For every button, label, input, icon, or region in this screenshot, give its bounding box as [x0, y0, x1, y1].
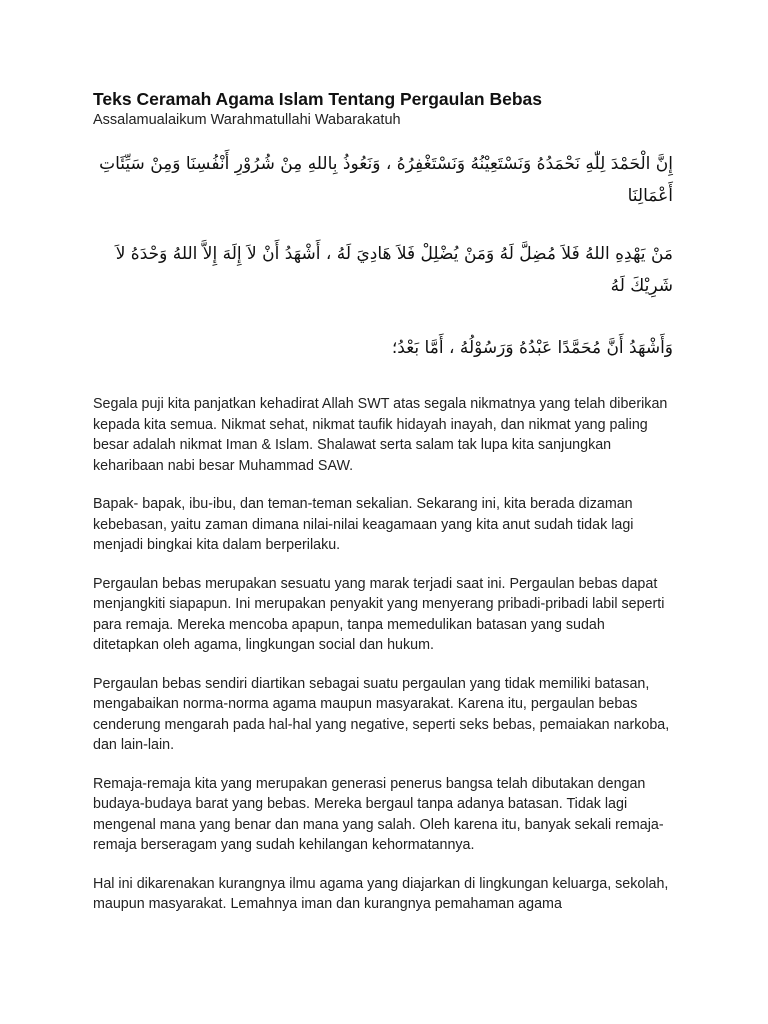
paragraph-youth: Remaja-remaja kita yang merupakan generasi penerus bangsa telah dibutakan dengan budaya-budaya barat yang bebas. Mereka bergaul tanpa adanya batasan. Tidak lagi mengenal mana yang benar dan mana yang salah. Oleh karena itu, banyak sekali remaja-remaja berseragam yang sudah kehilangan kehormatannya.: [93, 775, 664, 853]
paragraph-opening-praise: Segala puji kita panjatkan kehadirat Allah SWT atas segala nikmatnya yang telah diberikan kepada kita semua. Nikmat sehat, nikmat taufik hidayah inayah, dan nikmat yang paling besar adalah nikmat Iman & Islam. Shalawat serta salam tak lupa kita sanjungkan keharibaan nabi besar Muhammad SAW.: [93, 396, 668, 474]
arabic-guidance-shahada: مَنْ يَهْدِهِ اللهُ فَلاَ مُضِلَّ لَهُ وَمَنْ يُضْلِلْ فَلاَ هَادِيَ لَهُ ، أَشْهَدُ أَنْ لاَ إِلَهَ إِلاَّ اللهُ وَحْدَهُ لاَ شَرِيْكَ لَهُ: [115, 244, 673, 296]
document-title: Teks Ceramah Agama Islam Tentang Pergaulan Bebas: [93, 89, 543, 109]
arabic-shahada-amma-badu: وَأَشْهَدُ أَنَّ مُحَمَّدًا عَبْدُهُ وَرَسُوْلُهُ ، أَمَّا بَعْدُ؛: [391, 338, 673, 358]
paragraph-free-association: Pergaulan bebas merupakan sesuatu yang marak terjadi saat ini. Pergaulan bebas dapat menjangkiti siapapun. Ini merupakan penyakit yang menyerang pribadi-pribadi labil seperti para remaja. Mereka mencoba apapun, tanpa memedulikan batasan yang sudah ditetapkan oleh agama, lingkungan social dan hukum.: [93, 575, 665, 653]
document-page: [93, 88, 673, 933]
paragraph-causes: Hal ini dikarenakan kurangnya ilmu agama yang diajarkan di lingkungan keluarga, sekolah, maupun masyarakat. Lemahnya iman dan kurangnya pemahaman agama: [93, 875, 669, 912]
paragraph-definition: Pergaulan bebas sendiri diartikan sebagai suatu pergaulan yang tidak memiliki batasan, mengabaikan norma-norma agama maupun masyarakat. Karena itu, pergaulan bebas cenderung mengarah pada hal-hal yang negative, seperti seks bebas, pemaiakan narkoba, dan lain-lain.: [93, 675, 670, 753]
paragraph-era-of-freedom: Bapak- bapak, ibu-ibu, dan teman-teman sekalian. Sekarang ini, kita berada dizaman kebebasan, yaitu zaman dimana nilai-nilai keagamaan yang kita anut sudah tidak lagi menjadi bingkai kita dalam berperilaku.: [93, 496, 634, 553]
salutation: Assalamualaikum Warahmatullahi Wabarakatuh: [93, 112, 401, 128]
arabic-opening-praise: إِنَّ الْحَمْدَ لِلّٰهِ نَحْمَدُهُ وَنَسْتَعِيْنُهُ وَنَسْتَغْفِرُهُ ، وَنَعُوذُ بِاللهِ مِنْ شُرُوْرِ أَنْفُسِنَا وَمِنْ سَيِّئَاتِ أَعْمَالِنَا: [99, 154, 673, 206]
